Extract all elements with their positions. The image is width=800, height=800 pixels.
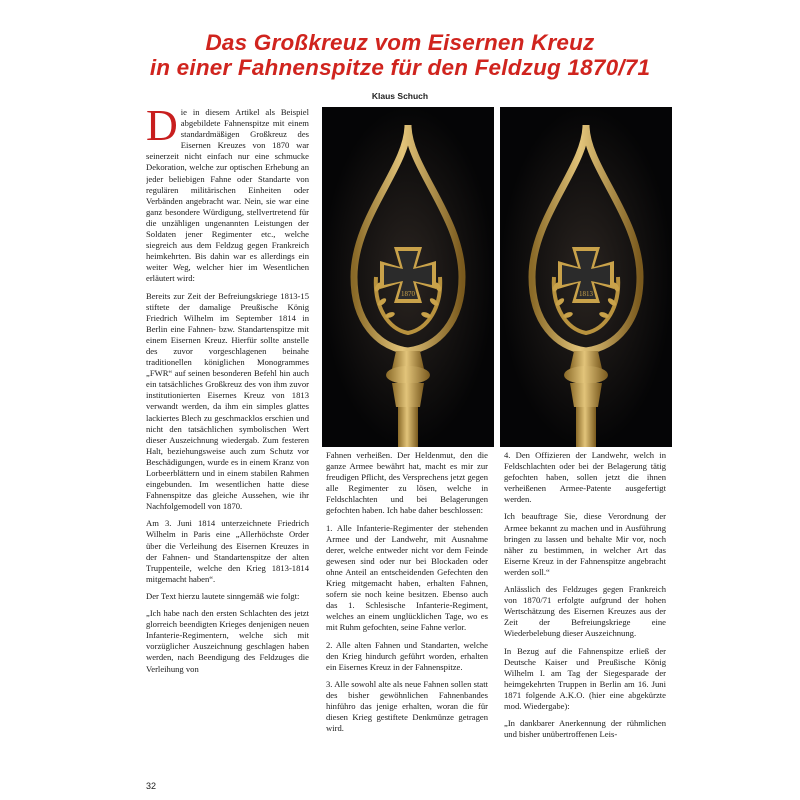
paragraph: „In dankbarer Anerkennung der rühmlichen und bisher unübertroffenen Leis- — [504, 718, 666, 740]
paragraph-text: ie in diesem Artikel als Beispiel abgebildete Fahnenspitze mit einem standardmäßigen Großkreuz des Eisernen Kreuzes von 1870 war seinerzeit nicht einfach nur eine schmucke Dekoration, welche zur optischen Erhebung an jeder beliebigen Fahne oder Standarte von regulären militärischen Einheiten oder Verbänden angebracht war. Nein, sie war eine ganz besondere Würdigung, stellvertretend für die unzähligen ungenannten Leistungen der Soldaten jener Regimenter etc., welche siegreich aus dem Feldzug gegen Frankreich heimkehrten. Bis dahin war es allerdings ein weiter Weg, welcher hier im Wesentlichen erläutert wird: — [146, 107, 309, 284]
paragraph: „Ich habe nach den ersten Schlachten des jetzt glorreich beendigten Krieges denjenigen neuen Infanterie-Regimentern, welche sich mit vorzüglicher Auszeichnung geschlagen haben werden, nach Beendigung des Feldzuges die Verleihung von — [146, 608, 309, 674]
paragraph: Anlässlich des Feldzuges gegen Frankreich von 1870/71 erfolgte aufgrund der hohen Wertschätzung des Eisernen Kreuzes aus der Zeit der Befreiungskriege eine Wiederbelebung dieser Auszeichnung. — [504, 584, 666, 639]
drop-cap: D — [146, 107, 178, 150]
text-column-right — [504, 450, 666, 774]
paragraph: Fahnen verheißen. Der Heldenmut, den die ganze Armee bewährt hat, macht es mir zur freudigen Pflicht, des Versprechens jetzt gegen alle Regimenter zu lösen, welche in Feldschlachten und bei Belagerungen gefochten haben. Ich habe daher beschlossen: — [326, 450, 488, 516]
article-title — [0, 30, 800, 80]
page-number: 32 — [146, 781, 157, 791]
paragraph: Bereits zur Zeit der Befreiungskriege 1813-15 stiftete der damalige Preußische König Friedrich Wilhelm im September 1814 in Berlin eine Fahnen- bzw. Standartenspitze mit einem Eisernen Kreuz. Hierfür sollte anstelle des zuvor vorgeschlagenen beinahe traditionellen königlichen Monogrammes „FWR“ auf seinen besonderen Befehl hin auch ein tatsächliches Großkreuz des von ihm zuvor institutionierten Eisernes Kreuz von 1813 verwandt werden, da ihm ein simples glattes lackiertes Blech zu geschmacklos erschien und nicht den tatsächlichen symbolischen Wert dieser Auszeichnung wiedergab. Zum festeren Halt, beziehungsweise auch zum Schutz vor Beschädigungen, wurde es in einem Kranz von Lorbeerblättern und in einem stabilen Rahmen eingebunden. Im wesentlichen hatte diese Fahnenspitze das gleiche Aussehen, wie ihr Nachfolgemodell von 1870. — [146, 290, 309, 512]
paragraph: 4. Den Offizieren der Landwehr, welch in Feldschlachten oder bei der Belagerung tätig gefochten haben, sollen jetzt die ihnen verheißenen Armee-Patente ausgefertigt werden. — [504, 450, 666, 505]
paragraph: Ich beauftrage Sie, diese Verordnung der Armee bekannt zu machen und in Ausführung bringen zu lassen und behalte Mir vor, noch näher zu bestimmen, in welcher Art das Eiserne Kreuz in der Fahnenspitze angebracht werden soll.“ — [504, 511, 666, 577]
paragraph: 1. Alle Infanterie-Regimenter der stehenden Armee und der Landwehr, mit Ausnahme derer, welche entweder nicht vor dem Feinde gewesen sind oder nur bei Blockaden oder ohne Anteil an entscheidenden Gefechten den Krieg mitgemacht haben, erhalten Fahnen, sofern sie noch keine besitzen. Ebenso auch das 1. Schlesische Infanterie-Regiment, welches an einem unglücklichen Tage, wo es mit Ruhm gefochten, seine Fahne verlor. — [326, 522, 488, 633]
title-line-2: in einer Fahnenspitze für den Feldzug 1870/71 — [149, 55, 651, 80]
paragraph: In Bezug auf die Fahnenspitze erließ der Deutsche Kaiser und Preußische König Wilhelm I. am Tag der Siegesparade der heimgekehrten Truppen in Berlin am 16. Juni 1871 folgende A.K.O. (hier eine abgekürzte mod. Wiedergabe): — [504, 645, 666, 711]
text-column-middle — [326, 450, 488, 774]
cross-year-label: 1813 — [579, 290, 593, 298]
text-column-left — [146, 107, 309, 774]
cross-year-label: 1870 — [401, 290, 415, 298]
flag-finial-illustration — [322, 107, 494, 447]
flag-finial-photo-front — [322, 107, 494, 447]
paragraph: Der Text hierzu lautete sinngemäß wie folgt: — [146, 590, 300, 601]
author-byline: Klaus Schuch — [371, 91, 429, 101]
title-line-1: Das Großkreuz vom Eisernen Kreuz — [205, 30, 595, 55]
paragraph: 3. Alle sowohl alte als neue Fahnen sollen statt des bisher gewöhnlichen Fahnenbandes hinführo das jenige erhalten, woran die für diesen Krieg gestiftete Denkmünze getragen wird. — [326, 678, 488, 734]
flag-finial-illustration — [500, 107, 672, 447]
paragraph — [146, 107, 309, 285]
flag-finial-photo-back — [500, 107, 672, 447]
paragraph: 2. Alle alten Fahnen und Standarten, welche den Krieg hindurch geführt worden, erhalten ein Eisernes Kreuz in der Fahnenspitze. — [326, 639, 488, 672]
paragraph: Am 3. Juni 1814 unterzeichnete Friedrich Wilhelm in Paris eine „Allerhöchste Order über die Verleihung des Eisernen Kreuzes in der Fahnen- und Standartenspitze der alten Truppenteile, welche den Krieg 1813-1814 mitgemacht haben“. — [146, 518, 309, 584]
